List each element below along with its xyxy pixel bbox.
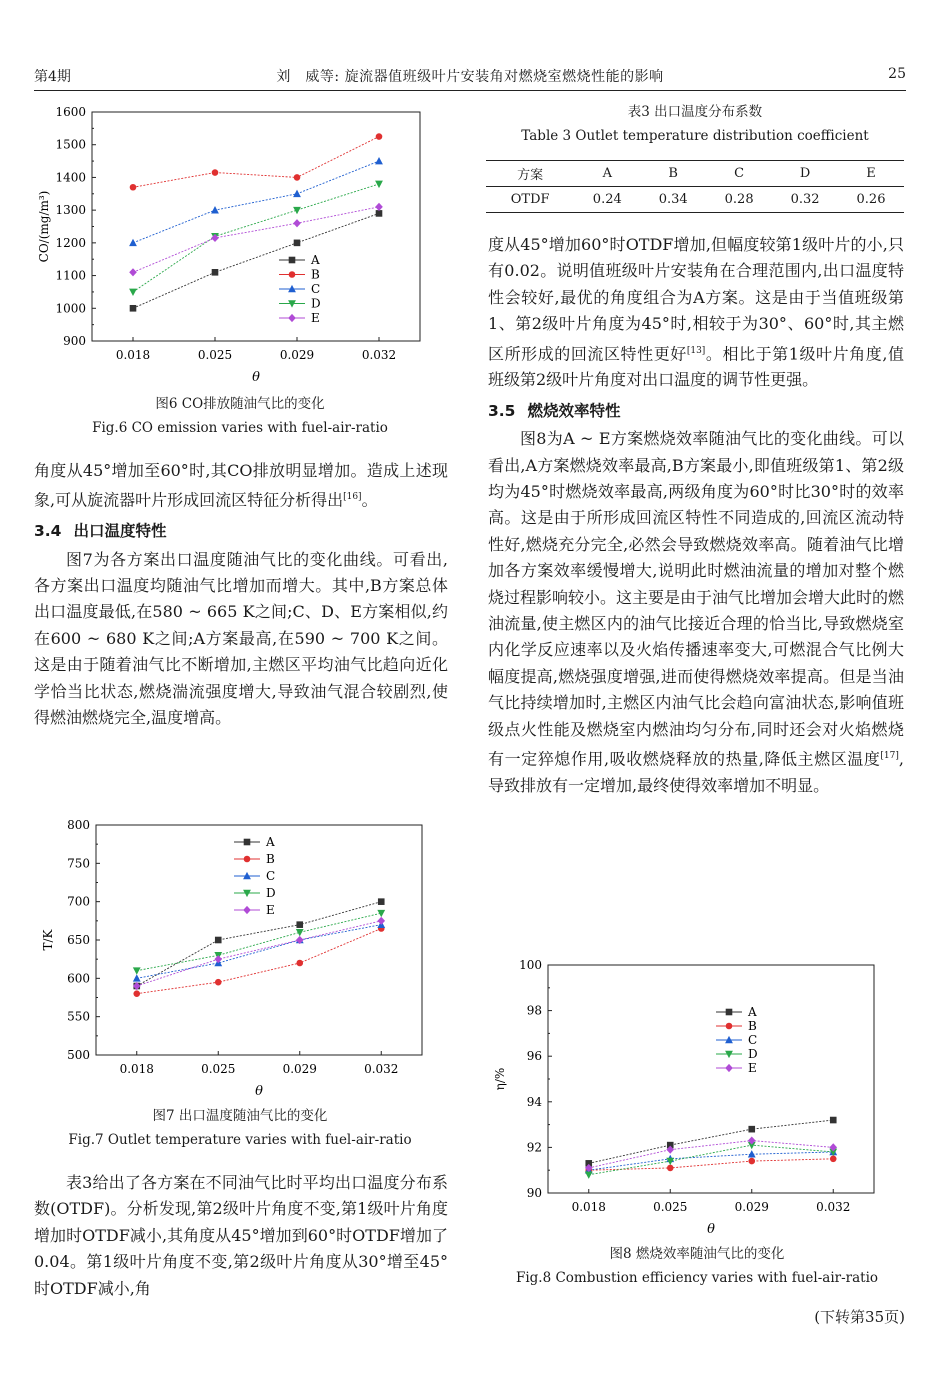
x-axis-label: θ: [707, 1222, 715, 1237]
series-C: [129, 157, 383, 246]
y-tick-label: 100: [519, 958, 542, 972]
page-header: [34, 62, 906, 88]
series-line-E: [137, 921, 382, 986]
y-tick-label: 94: [526, 1094, 542, 1109]
x-tick-label: 0.029: [734, 1200, 769, 1214]
y-tick-label: 750: [67, 856, 90, 871]
legend-label-D: D: [311, 296, 321, 311]
legend-label-D: D: [748, 1047, 758, 1061]
data-point-C: [133, 974, 141, 981]
data-point-B: [830, 1156, 837, 1163]
legend-label-A: A: [266, 835, 275, 849]
data-point-A: [130, 305, 137, 312]
data-point-B: [294, 174, 301, 181]
x-tick-label: 0.029: [279, 348, 315, 362]
data-point-D: [129, 289, 137, 296]
plot-frame: [92, 112, 420, 341]
data-point-D: [585, 1171, 593, 1178]
fig7-caption-en: Fig.7 Outlet temperature varies with fuel-air-ratio: [68, 1132, 412, 1148]
y-axis-label: η/%: [493, 1067, 507, 1091]
legend-label-E: E: [311, 311, 320, 325]
table3-header-cell: 方案: [486, 161, 574, 187]
plot-frame: [548, 965, 874, 1193]
y-tick-label: 500: [67, 1048, 90, 1062]
legend: [234, 835, 276, 917]
table3-title-cn: 表3 出口温度分布系数: [627, 104, 763, 120]
series-E: [133, 917, 385, 990]
left-paragraph-3: 表3给出了各方案在不同油气比时平均出口温度分布系数(OTDF)。分析发现,第2级叶片角度不变,第1级叶片角度增加时OTDF减小,其角度从45°增加到60°时OTDF增加了0.04。第1级叶片角度不变,第2级叶片角度从30°增至45°时OTDF减小,角: [34, 1173, 448, 1298]
left-paragraph-2: 图7为各方案出口温度随油气比的变化曲线。可看出,各方案出口温度均随油气比增加而增大。其中,B方案总体出口温度最低,在580 ~ 665 K之间;C、D、E方案相似,约在600 ~ 680 K之间;A方案最高,在590 ~ 700 K之间。这是由于随着油气比不断增加,主燃区平均油气比趋向近化学恰当比状态,燃烧湍流强度增大,导致油气混合较剧烈,使得燃油燃烧完全,温度增高。: [34, 549, 448, 727]
data-point-B: [130, 184, 137, 191]
y-tick-label: 1600: [55, 105, 86, 119]
section-3-4-heading: 3.4 出口温度特性: [34, 522, 167, 541]
x-tick-label: 0.018: [119, 1062, 154, 1076]
series-D: [129, 181, 383, 296]
x-axis-label: θ: [252, 370, 260, 385]
legend-label-A: A: [311, 253, 320, 267]
y-tick-label: 700: [67, 894, 90, 909]
x-tick-label: 0.032: [816, 1200, 851, 1214]
left-column-bottom: [34, 1170, 448, 1302]
data-point-C: [129, 239, 137, 246]
legend-marker-B: [726, 1023, 733, 1030]
fig6-caption-en: Fig.6 CO emission varies with fuel-air-ratio: [92, 420, 388, 436]
data-point-E: [293, 219, 301, 227]
legend-marker-A: [244, 839, 251, 846]
table3-cell: 0.32: [772, 187, 838, 213]
data-point-B: [376, 133, 383, 140]
fig6-chart: [34, 100, 434, 390]
series-B: [585, 1156, 836, 1174]
data-point-B: [133, 990, 140, 997]
fig7-caption-cn: 图7 出口温度随油气比的变化: [152, 1108, 328, 1124]
x-tick-label: 0.018: [115, 348, 151, 362]
x-tick-label: 0.025: [197, 348, 233, 362]
legend-marker-A: [726, 1009, 733, 1016]
series-line-C: [589, 1152, 834, 1170]
right-column: [488, 232, 904, 799]
series-A: [585, 1117, 836, 1167]
fig7-chart: [34, 815, 434, 1105]
citation-17: [17]: [880, 751, 899, 762]
continued-note: (下转第35页): [814, 1308, 905, 1326]
x-tick-label: 0.032: [361, 348, 397, 362]
data-point-B: [296, 960, 303, 967]
y-tick-label: 92: [526, 1140, 542, 1155]
x-axis-label: θ: [255, 1084, 263, 1099]
data-point-C: [293, 190, 301, 197]
table3-cell: OTDF: [486, 187, 574, 213]
data-point-E: [377, 917, 385, 925]
x-tick-label: 0.032: [364, 1062, 399, 1076]
y-tick-label: 1000: [55, 301, 86, 316]
x-tick-label: 0.018: [571, 1200, 606, 1214]
citation-13: [13]: [686, 345, 706, 356]
y-tick-label: 800: [67, 818, 90, 832]
legend-marker-E: [243, 906, 251, 914]
series-A: [133, 898, 384, 989]
running-title: 刘 威等: 旋流器值班级叶片安装角对燃烧室燃烧性能的影响: [276, 69, 664, 85]
table3-header-cell: C: [706, 161, 772, 187]
table3-header-cell: B: [640, 161, 706, 187]
right-paragraph-1: 度从45°增加60°时OTDF增加,但幅度较第1级叶片的小,只有0.02。说明值班级叶片安装角在合理范围内,出口温度特性会较好,最优的角度组合为A方案。这是由于当值班级第1、第2级叶片角度为45°时,相较于为30°、60°时,其主燃区所形成的回流区特性更好[13]。相比于第1级叶片角度,值班级第2级叶片角度对出口温度的调节性更强。: [488, 235, 904, 390]
legend-label-A: A: [748, 1005, 757, 1019]
fig8-caption: [488, 1242, 906, 1290]
left-paragraph-1: 角度从45°增加至60°时,其CO排放明显增加。造成上述现象,可从旋流器叶片形成回流区特征分析得出[16]。: [34, 461, 448, 510]
series-D: [585, 1142, 837, 1179]
data-point-A: [376, 210, 383, 217]
series-line-B: [589, 1159, 834, 1170]
legend-marker-A: [289, 257, 296, 264]
series-E: [585, 1136, 837, 1172]
table3-title-en: Table 3 Outlet temperature distribution coefficient: [521, 128, 869, 144]
data-point-A: [830, 1117, 837, 1124]
y-axis-label: CO/(mg/m³): [37, 190, 51, 263]
y-tick-label: 650: [67, 933, 90, 947]
table3-cell: 0.34: [640, 187, 706, 213]
series-line-B: [137, 929, 382, 994]
left-column-top: [34, 458, 448, 731]
y-tick-label: 1400: [55, 170, 86, 185]
series-A: [130, 210, 383, 311]
legend-label-C: C: [266, 869, 276, 883]
series-D: [133, 910, 385, 975]
header-rule: [34, 90, 906, 91]
issue-number: 第4期: [34, 69, 71, 85]
series-line-B: [133, 137, 379, 188]
fig8-caption-cn: 图8 燃烧效率随油气比的变化: [609, 1246, 785, 1262]
table3-header-row: [486, 161, 904, 187]
y-tick-label: 1500: [55, 137, 86, 152]
data-point-E: [375, 203, 383, 211]
data-point-B: [748, 1158, 755, 1165]
data-point-C: [748, 1150, 756, 1157]
y-tick-label: 600: [67, 971, 90, 986]
series-line-E: [133, 207, 379, 272]
data-point-B: [667, 1165, 674, 1172]
data-point-E: [129, 268, 137, 276]
series-line-D: [133, 184, 379, 292]
y-tick-label: 96: [526, 1049, 542, 1064]
series-line-E: [589, 1141, 834, 1168]
legend-marker-E: [725, 1064, 733, 1072]
citation-16: [16]: [343, 492, 362, 503]
table3-header-cell: D: [772, 161, 838, 187]
data-point-B: [212, 169, 219, 176]
legend-label-C: C: [311, 282, 321, 296]
section-3-5-heading: 3.5 燃烧效率特性: [488, 401, 621, 420]
y-axis-label: T/K: [41, 929, 55, 951]
data-point-A: [294, 240, 301, 247]
page-number: 25: [888, 66, 906, 82]
series-B: [133, 925, 384, 997]
right-paragraph-2: 图8为A ~ E方案燃烧效率随油气比的变化曲线。可以看出,A方案燃烧效率最高,B方案最小,即值班级第1、第2级均为45°时燃烧效率最高,两级角度为60°时比30°时的效率高。这是由于所形成回流区特性不同造成的,回流区流动特性好,燃烧充分完全,必然会导致燃烧效率高。随着油气比增加各方案效率缓慢增大,说明此时燃油流量的增加对整个燃烧过程影响较小。这主要是由于油气比增加会增大此时的燃油流量,使主燃区内的油气比接近合理的恰当比,导致燃烧室内化学反应速率以及火焰传播速率变大,可燃混合气比例大幅度提高,燃烧强度增强,进而使得燃烧效率提高。但是当油气比持续增加时,主燃区内油气比会趋向富油状态,影响值班级点火性能及燃烧室内燃油均匀分布,同时还会对火焰燃烧有一定猝熄作用,吸收燃烧释放的热量,降低主燃区温度[17],导致排放有一定增加,最终使得效率增加不明显。: [488, 429, 905, 795]
x-tick-label: 0.029: [282, 1062, 317, 1076]
legend-marker-B: [289, 271, 296, 278]
legend-label-B: B: [311, 267, 320, 282]
data-point-A: [215, 937, 222, 944]
data-point-D: [375, 181, 383, 188]
table3-cell: 0.26: [838, 187, 904, 213]
data-point-B: [215, 979, 222, 986]
series-E: [129, 203, 383, 277]
y-tick-label: 1300: [55, 203, 86, 218]
data-point-A: [296, 921, 303, 928]
table3-header-cell: A: [574, 161, 640, 187]
table3-row: [486, 187, 904, 213]
table3-cell: 0.24: [574, 187, 640, 213]
data-point-D: [133, 967, 141, 974]
y-tick-label: 1100: [55, 268, 86, 283]
legend-label-B: B: [748, 1019, 757, 1033]
legend: [716, 1005, 758, 1075]
fig8-caption-en: Fig.8 Combustion efficiency varies with fuel-air-ratio: [515, 1270, 879, 1286]
fig6-caption: [34, 392, 446, 440]
legend-marker-B: [244, 856, 251, 863]
data-point-C: [375, 157, 383, 164]
table3: [486, 160, 904, 213]
fig6-caption-cn: 图6 CO排放随油气比的变化: [155, 396, 325, 412]
data-point-A: [378, 898, 385, 905]
legend-label-E: E: [266, 903, 275, 917]
y-tick-label: 1200: [55, 235, 86, 250]
legend-label-D: D: [266, 886, 276, 900]
fig8-chart: [488, 955, 888, 1240]
series-B: [130, 133, 383, 190]
y-tick-label: 550: [67, 1009, 90, 1024]
series-line-A: [133, 213, 379, 308]
series-C: [585, 1148, 837, 1174]
table3-cell: 0.28: [706, 187, 772, 213]
fig7-caption: [34, 1104, 446, 1152]
x-tick-label: 0.025: [201, 1062, 236, 1076]
legend-label-B: B: [266, 852, 275, 866]
legend: [279, 253, 321, 325]
x-tick-label: 0.025: [653, 1200, 688, 1214]
legend-marker-E: [288, 314, 296, 322]
data-point-A: [748, 1126, 755, 1133]
data-point-A: [212, 269, 219, 276]
series-line-D: [137, 913, 382, 971]
table3-header-cell: E: [838, 161, 904, 187]
legend-label-E: E: [748, 1061, 757, 1075]
y-tick-label: 98: [526, 1003, 542, 1018]
y-tick-label: 900: [63, 334, 86, 348]
legend-label-C: C: [748, 1033, 758, 1047]
table3-caption: [486, 100, 904, 148]
y-tick-label: 90: [526, 1186, 542, 1200]
